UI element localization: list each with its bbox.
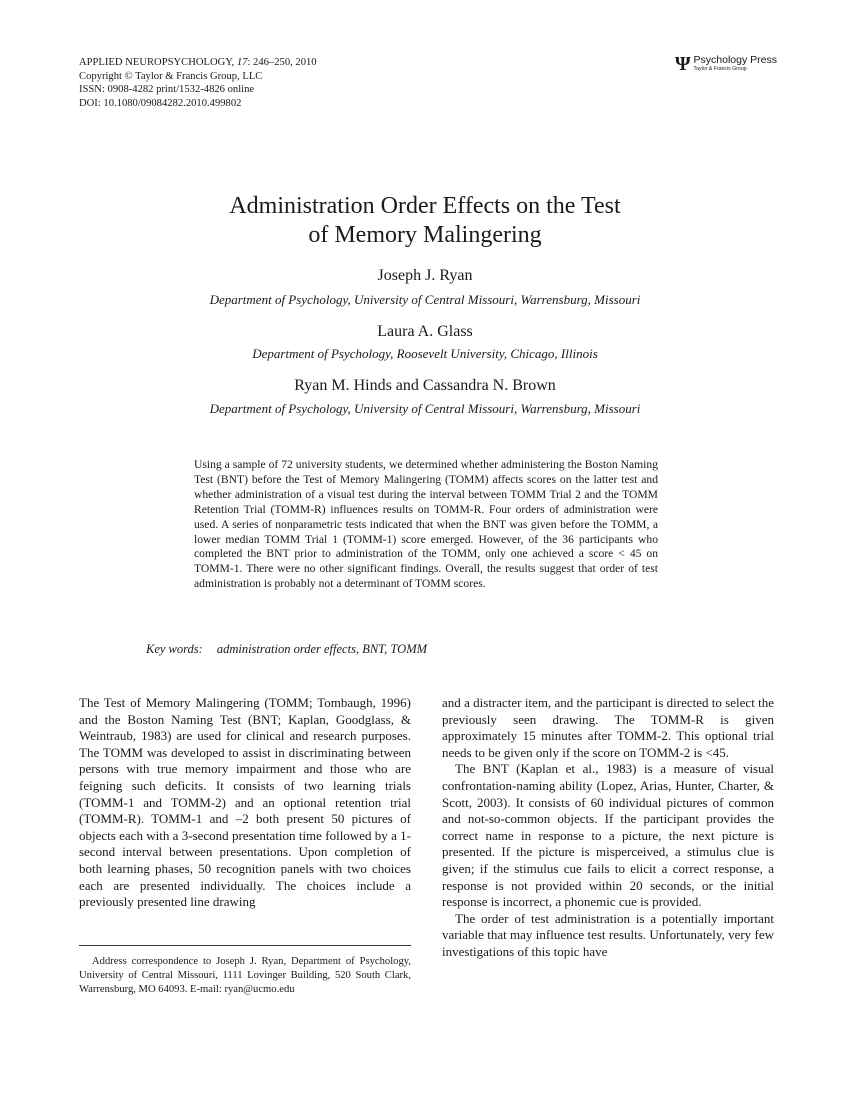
journal-header — [79, 56, 317, 110]
copyright-line: Copyright © Taylor & Francis Group, LLC — [79, 70, 263, 82]
publisher-logo — [675, 55, 777, 73]
journal-citation: APPLIED NEUROPSYCHOLOGY, 17: 246–250, 2010 — [79, 57, 317, 68]
author-name: Joseph J. Ryan — [377, 267, 473, 284]
article-title: Administration Order Effects on the Test of Memory Malingering — [229, 193, 621, 248]
body-paragraph: The order of test administration is a potentially important variable that may influence test results. Unfortunately, very few investigations of this topic have — [442, 910, 774, 959]
author-name: Ryan M. Hinds and Cassandra N. Brown — [294, 377, 556, 394]
author-affiliation: Department of Psychology, University of Central Missouri, Warrensburg, Missouri — [209, 292, 641, 307]
keywords-label: Key words: — [146, 642, 203, 656]
body-paragraph: The Test of Memory Malingering (TOMM; Tombaugh, 1996) and the Boston Naming Test (BNT; Kaplan, Goodglass, & Weintraub, 1983) are used for clinical and research purposes. The TOMM was developed to assist in discriminating between persons with true memory impairment and those who are feigning such deficits. It consists of two learning trials (TOMM-1 and TOMM-2) and an optional retention trial (TOMM-R). TOMM-1 and –2 both present 50 pictures of objects each with a 3-second presentation time followed by a 1-second interval between presentations. Upon completion of both learning phases, 50 recognition panels with two choices each are presented individually. The choices include a previously presented line drawing — [79, 695, 411, 910]
body-column-left — [79, 695, 411, 911]
issn-line: ISSN: 0908-4282 print/1532-4826 online — [79, 84, 255, 96]
body-column-right — [442, 695, 774, 961]
author-name: Laura A. Glass — [377, 323, 473, 340]
keywords-value: administration order effects, BNT, TOMM — [216, 642, 428, 656]
psi-icon: Ψ — [674, 53, 691, 75]
abstract: Using a sample of 72 university students, we determined whether administering the Boston Naming Test (BNT) before the Test of Memory Malingering (TOMM) affects scores on the latter test and whether administration of a visual test during the interval between TOMM Trial 2 and the TOMM Retention Trial (TOMM-R) influences results on TOMM-R. Four orders of administration were used. A series of nonparametric tests indicated that when the BNT was given before the TOMM, a lower median TOMM Trial 1 (TOMM-1) score emerged. However, of the 36 participants who completed the BNT prior to administration of the TOMM, only one achieved a score < 45 on TOMM-1. There were no other significant findings. Overall, the results suggest that order of test administration is probably not a determinant of TOMM scores. — [194, 458, 658, 591]
publisher-name: Psychology Press — [693, 54, 777, 66]
footnote-divider — [79, 945, 411, 946]
correspondence-footnote: Address correspondence to Joseph J. Ryan, Department of Psychology, University of Central Missouri, 1111 Lovinger Building, 520 South Clark, Warrensburg, MO 64093. E-mail: ryan@ucmo.edu — [79, 956, 411, 995]
body-paragraph: The BNT (Kaplan et al., 1983) is a measure of visual confrontation-naming ability (Lopez, Arias, Hunter, Charter, & Scott, 2003). It consists of 60 individual pictures of common and not-so-common objects. If the participant provides the correct name in response to a picture, the next picture is presented. If the picture is misperceived, a stimulus clue is given; if the stimulus cue fails to elicit a correct response, a response is not provided within 20 seconds, or the initial response is incorrect, a phonemic cue is provided. — [442, 761, 774, 910]
publisher-subname: Taylor & Francis Group — [693, 66, 747, 72]
author-affiliation: Department of Psychology, Roosevelt University, Chicago, Illinois — [252, 346, 598, 361]
doi-line: DOI: 10.1080/09084282.2010.499802 — [79, 97, 242, 109]
body-paragraph: and a distracter item, and the participant is directed to select the previously seen drawing. The TOMM-R is given approximately 15 minutes after TOMM-2. This optional trial needs to be given only if the score on TOMM-2 is <45. — [442, 695, 774, 760]
author-affiliation: Department of Psychology, University of Central Missouri, Warrensburg, Missouri — [209, 401, 641, 416]
keywords — [146, 642, 427, 657]
